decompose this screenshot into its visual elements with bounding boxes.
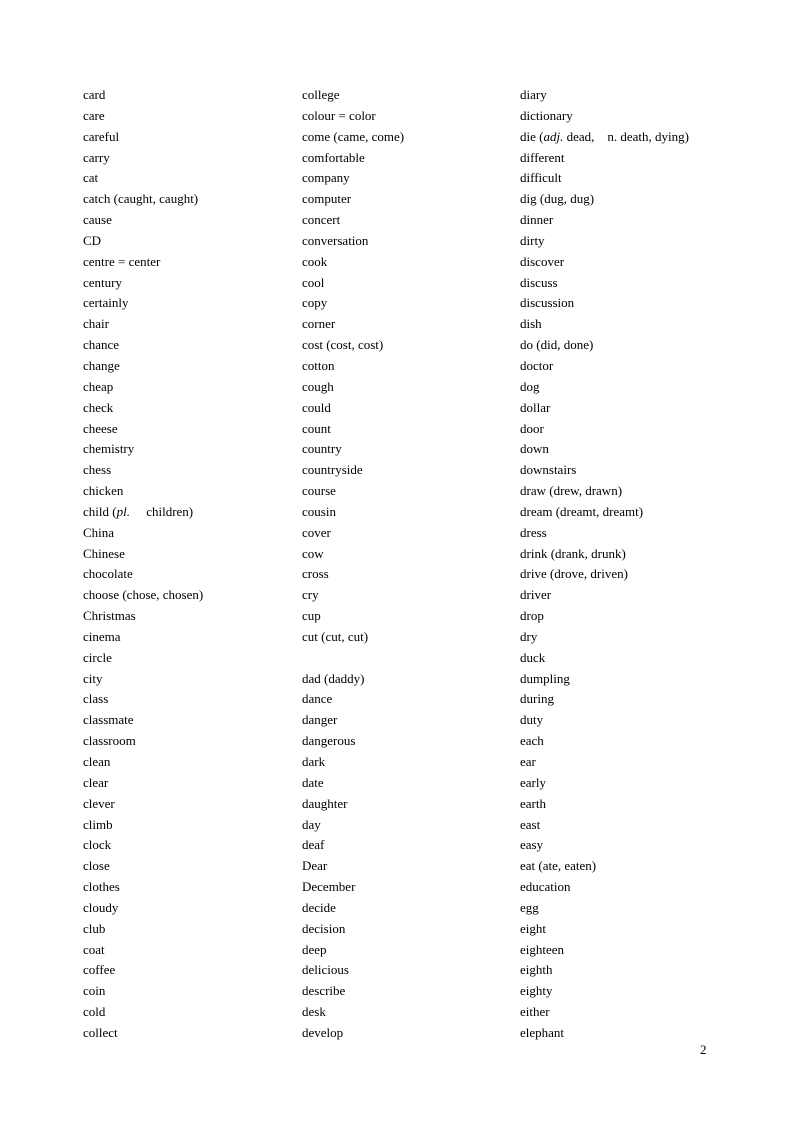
entry-word: check [83, 399, 114, 415]
entry-word: dig (dug, dug) [520, 191, 595, 207]
vocabulary-entry [302, 669, 404, 690]
vocabulary-entry [302, 168, 404, 189]
entry-word: come (came, come) [302, 128, 405, 144]
entry-word: climb [83, 816, 113, 832]
entry-word: dry [520, 628, 538, 644]
entry-word: discuss [520, 274, 558, 290]
vocabulary-entry [520, 752, 689, 773]
vocabulary-entry [83, 273, 203, 294]
entry-word: could [302, 399, 331, 415]
vocabulary-entry [302, 648, 404, 669]
vocabulary-entry [302, 940, 404, 961]
entry-word: date [302, 774, 324, 790]
vocabulary-entry [520, 231, 689, 252]
vocabulary-entry [83, 627, 203, 648]
entry-word: dress [520, 524, 547, 540]
entry-word: day [302, 816, 321, 832]
vocabulary-entry [83, 523, 203, 544]
entry-word: do (did, done) [520, 337, 594, 353]
vocabulary-entry [83, 314, 203, 335]
vocabulary-entry [83, 127, 203, 148]
entry-word: eat (ate, eaten) [520, 858, 597, 874]
entry-word: early [520, 774, 546, 790]
vocabulary-entry [83, 731, 203, 752]
vocabulary-entry [520, 439, 689, 460]
vocabulary-entry [83, 335, 203, 356]
vocabulary-entry [83, 419, 203, 440]
vocabulary-entry [83, 835, 203, 856]
entry-word: conversation [302, 232, 369, 248]
entry-word: chemistry [83, 441, 135, 457]
entry-word: drink (drank, drunk) [520, 545, 626, 561]
entry-word: chicken [83, 483, 124, 499]
entry-word: eight [520, 920, 546, 936]
entry-word: dollar [520, 399, 551, 415]
entry-word: difficult [520, 170, 562, 186]
vocabulary-entry [520, 1002, 689, 1023]
entry-word: elephant [520, 1024, 565, 1040]
vocabulary-entry [520, 773, 689, 794]
entry-word: certainly [83, 295, 129, 311]
vocabulary-entry [83, 940, 203, 961]
entry-word: eighth [520, 962, 553, 978]
entry-word: coat [83, 941, 105, 957]
entry-word: dirty [520, 232, 545, 248]
entry-word: class [83, 691, 109, 707]
vocabulary-entry [520, 689, 689, 710]
vocabulary-entry [520, 502, 689, 523]
entry-word: driver [520, 587, 552, 603]
vocabulary-entry [520, 648, 689, 669]
vocabulary-entry [302, 1002, 404, 1023]
entry-word: doctor [520, 357, 554, 373]
vocabulary-entry [302, 210, 404, 231]
entry-word: cotton [302, 357, 335, 373]
entry-word: catch (caught, caught) [83, 191, 199, 207]
entry-word: down [520, 441, 549, 457]
vocabulary-entry [83, 794, 203, 815]
word-column-1 [83, 85, 203, 1044]
entry-word: centre = center [83, 253, 161, 269]
entry-word: dictionary [520, 107, 573, 123]
vocabulary-entry [83, 564, 203, 585]
entry-word: ear [520, 754, 536, 769]
vocabulary-entry [520, 127, 689, 148]
vocabulary-entry [302, 481, 404, 502]
entry-word: dinner [520, 212, 554, 228]
vocabulary-entry [83, 1023, 203, 1044]
entry-word: cousin [302, 503, 336, 519]
entry-word: clever [83, 795, 115, 811]
vocabulary-entry [520, 85, 689, 106]
vocabulary-entry [83, 106, 203, 127]
vocabulary-entry [83, 877, 203, 898]
vocabulary-entry [520, 106, 689, 127]
vocabulary-entry [83, 210, 203, 231]
vocabulary-entry [520, 398, 689, 419]
vocabulary-entry [302, 731, 404, 752]
vocabulary-entry [83, 148, 203, 169]
entry-word-forms: children) [129, 503, 194, 519]
vocabulary-entry [83, 1002, 203, 1023]
vocabulary-entry [520, 1023, 689, 1044]
entry-word: December [302, 879, 356, 895]
vocabulary-entry [302, 564, 404, 585]
vocabulary-entry [302, 794, 404, 815]
entry-word-forms: dead, n. death, dying) [563, 128, 689, 144]
vocabulary-entry [83, 919, 203, 940]
entry-word: delicious [302, 962, 349, 978]
entry-word: draw (drew, drawn) [520, 483, 623, 499]
vocabulary-entry [302, 106, 404, 127]
vocabulary-entry [302, 710, 404, 731]
vocabulary-entry [302, 460, 404, 481]
vocabulary-entry [520, 794, 689, 815]
vocabulary-entry [83, 898, 203, 919]
entry-word: computer [302, 191, 352, 207]
entry-word: chess [83, 462, 112, 478]
vocabulary-entry [83, 252, 203, 273]
entry-word: cold [83, 1004, 106, 1020]
vocabulary-entry [83, 689, 203, 710]
vocabulary-entry [83, 481, 203, 502]
entry-word: dog [520, 378, 540, 394]
vocabulary-entry [83, 502, 203, 523]
entry-word: education [520, 879, 571, 895]
entry-word: daughter [302, 795, 348, 811]
entry-word: cut (cut, cut) [302, 628, 369, 644]
entry-word: colour = color [302, 107, 376, 123]
entry-word: duck [520, 649, 546, 665]
entry-word: drop [520, 608, 544, 624]
entry-word: close [83, 858, 110, 874]
vocabulary-entry [302, 856, 404, 877]
vocabulary-entry [302, 85, 404, 106]
entry-word: club [83, 920, 106, 936]
entry-word: cheap [83, 378, 114, 394]
entry-word: cause [83, 212, 112, 228]
vocabulary-entry [83, 189, 203, 210]
vocabulary-entry [520, 856, 689, 877]
entry-word: cup [302, 608, 321, 624]
vocabulary-entry [83, 460, 203, 481]
entry-word: cow [302, 545, 324, 561]
entry-word: course [302, 483, 336, 499]
entry-word: coin [83, 983, 106, 999]
entry-word: CD [83, 232, 102, 248]
vocabulary-entry [520, 168, 689, 189]
vocabulary-entry [302, 335, 404, 356]
vocabulary-entry [520, 356, 689, 377]
entry-word: concert [302, 212, 341, 228]
entry-word: collect [83, 1024, 118, 1040]
vocabulary-entry [520, 210, 689, 231]
entry-word: careful [83, 128, 120, 144]
vocabulary-entry [302, 1023, 404, 1044]
entry-word: clothes [83, 879, 120, 895]
entry-word: copy [302, 295, 328, 311]
entry-word: clock [83, 837, 112, 853]
entry-word: child ( [83, 503, 117, 519]
vocabulary-entry [520, 273, 689, 294]
entry-word: eighteen [520, 941, 565, 957]
vocabulary-entry [83, 710, 203, 731]
vocabulary-entry [83, 85, 203, 106]
vocabulary-entry [302, 293, 404, 314]
vocabulary-entry [520, 627, 689, 648]
vocabulary-entry [520, 606, 689, 627]
vocabulary-entry [302, 252, 404, 273]
vocabulary-entry [302, 439, 404, 460]
vocabulary-entry [83, 606, 203, 627]
entry-word: eighty [520, 983, 553, 999]
vocabulary-entry [302, 773, 404, 794]
vocabulary-entry [520, 877, 689, 898]
entry-word: egg [520, 899, 539, 915]
entry-word: dumpling [520, 670, 570, 686]
entry-word: deep [302, 941, 327, 957]
entry-word: deaf [302, 837, 325, 853]
vocabulary-entry [302, 523, 404, 544]
vocabulary-entry [520, 919, 689, 940]
vocabulary-entry [520, 585, 689, 606]
entry-word: during [520, 691, 554, 707]
entry-word: easy [520, 837, 544, 853]
entry-word: dream (dreamt, dreamt) [520, 503, 644, 519]
entry-word: cover [302, 524, 331, 540]
entry-word: different [520, 149, 565, 165]
vocabulary-entry [302, 627, 404, 648]
vocabulary-entry [520, 835, 689, 856]
vocabulary-entry [302, 585, 404, 606]
word-column-2 [302, 85, 404, 1044]
entry-word: China [83, 524, 115, 540]
entry-word: dad (daddy) [302, 670, 365, 686]
vocabulary-entry [520, 940, 689, 961]
entry-word: develop [302, 1024, 344, 1040]
vocabulary-entry [520, 335, 689, 356]
vocabulary-entry [302, 689, 404, 710]
vocabulary-entry [302, 127, 404, 148]
entry-word: cloudy [83, 899, 119, 915]
entry-word: dark [302, 754, 326, 769]
vocabulary-entry [302, 815, 404, 836]
entry-word: cinema [83, 628, 121, 644]
entry-word: cheese [83, 420, 118, 436]
vocabulary-entry [83, 544, 203, 565]
entry-word: care [83, 107, 105, 123]
vocabulary-entry [520, 314, 689, 335]
vocabulary-entry [302, 314, 404, 335]
vocabulary-entry [83, 981, 203, 1002]
vocabulary-entry [302, 752, 404, 773]
vocabulary-entry [83, 856, 203, 877]
page-number: 2 [700, 1042, 707, 1057]
vocabulary-entry [83, 585, 203, 606]
vocabulary-entry [520, 960, 689, 981]
entry-word: change [83, 357, 120, 373]
entry-word: classroom [83, 733, 136, 749]
vocabulary-entry [302, 398, 404, 419]
entry-word: coffee [83, 962, 116, 978]
vocabulary-entry [520, 189, 689, 210]
vocabulary-entry [520, 377, 689, 398]
vocabulary-entry [520, 731, 689, 752]
vocabulary-entry [83, 648, 203, 669]
entry-word: company [302, 170, 350, 186]
entry-word: drive (drove, driven) [520, 566, 628, 582]
entry-word: Dear [302, 858, 328, 874]
entry-word: college [302, 87, 340, 102]
vocabulary-entry [302, 189, 404, 210]
vocabulary-entry [83, 231, 203, 252]
entry-word: Chinese [83, 545, 125, 561]
vocabulary-entry [302, 835, 404, 856]
entry-word: describe [302, 983, 346, 999]
vocabulary-entry [302, 231, 404, 252]
entry-word: circle [83, 649, 112, 665]
entry-word: carry [83, 149, 110, 165]
vocabulary-entry [83, 293, 203, 314]
entry-word: chance [83, 337, 120, 353]
entry-word: comfortable [302, 149, 365, 165]
entry-word: classmate [83, 712, 134, 728]
entry-word: choose (chose, chosen) [83, 587, 204, 603]
vocabulary-entry [302, 419, 404, 440]
entry-word: chair [83, 316, 109, 332]
entry-word: countryside [302, 462, 363, 478]
vocabulary-entry [83, 752, 203, 773]
entry-word: clean [83, 754, 111, 769]
entry-word: chocolate [83, 566, 133, 582]
vocabulary-entry [520, 981, 689, 1002]
entry-word: count [302, 420, 331, 436]
vocabulary-entry [520, 252, 689, 273]
entry-word: cry [302, 587, 319, 603]
entry-word: die ( [520, 128, 544, 144]
entry-word: clear [83, 774, 109, 790]
vocabulary-entry [520, 148, 689, 169]
entry-word: east [520, 816, 541, 832]
vocabulary-entry [520, 898, 689, 919]
vocabulary-entry [302, 877, 404, 898]
entry-word: discussion [520, 295, 575, 311]
entry-word: danger [302, 712, 338, 728]
entry-word: decision [302, 920, 346, 936]
vocabulary-entry [520, 544, 689, 565]
entry-word: country [302, 441, 342, 457]
vocabulary-entry [302, 377, 404, 398]
vocabulary-entry [83, 439, 203, 460]
vocabulary-entry [520, 293, 689, 314]
entry-grammar-abbreviation: pl. [116, 503, 130, 519]
entry-word: century [83, 274, 122, 290]
entry-word: dish [520, 316, 542, 332]
entry-word: desk [302, 1004, 326, 1020]
entry-word: decide [302, 899, 336, 915]
vocabulary-entry [302, 919, 404, 940]
entry-word: duty [520, 712, 544, 728]
vocabulary-entry [302, 606, 404, 627]
entry-word: earth [520, 795, 546, 811]
entry-word: downstairs [520, 462, 577, 478]
vocabulary-entry [83, 669, 203, 690]
vocabulary-entry [302, 356, 404, 377]
entry-word: city [83, 670, 103, 686]
vocabulary-entry [302, 502, 404, 523]
entry-word: cost (cost, cost) [302, 337, 384, 353]
entry-word: cough [302, 378, 334, 394]
vocabulary-entry [520, 460, 689, 481]
vocabulary-entry [520, 481, 689, 502]
entry-word: diary [520, 87, 547, 102]
vocabulary-entry [520, 669, 689, 690]
entry-word: discover [520, 253, 565, 269]
vocabulary-entry [83, 815, 203, 836]
entry-word: cat [83, 170, 99, 186]
entry-word: dangerous [302, 733, 356, 749]
vocabulary-entry [83, 377, 203, 398]
entry-word: dance [302, 691, 333, 707]
entry-grammar-abbreviation: adj. [543, 128, 564, 144]
vocabulary-entry [83, 773, 203, 794]
entry-word: each [520, 733, 544, 749]
vocabulary-entry [302, 981, 404, 1002]
entry-word: cook [302, 253, 328, 269]
vocabulary-entry [520, 710, 689, 731]
word-column-3 [520, 85, 689, 1044]
vocabulary-entry [83, 356, 203, 377]
vocabulary-entry [83, 960, 203, 981]
vocabulary-entry [302, 544, 404, 565]
vocabulary-entry [520, 564, 689, 585]
entry-word: corner [302, 316, 336, 332]
entry-word: cool [302, 274, 325, 290]
vocabulary-entry [302, 273, 404, 294]
entry-word: either [520, 1004, 550, 1020]
vocabulary-entry [83, 168, 203, 189]
vocabulary-entry [302, 148, 404, 169]
vocabulary-entry [520, 419, 689, 440]
vocabulary-entry [83, 398, 203, 419]
vocabulary-entry [520, 815, 689, 836]
entry-word: cross [302, 566, 329, 582]
vocabulary-entry [302, 960, 404, 981]
vocabulary-entry [302, 898, 404, 919]
entry-word: card [83, 87, 106, 102]
vocabulary-entry [520, 523, 689, 544]
entry-word: door [520, 420, 544, 436]
entry-word: Christmas [83, 608, 136, 624]
